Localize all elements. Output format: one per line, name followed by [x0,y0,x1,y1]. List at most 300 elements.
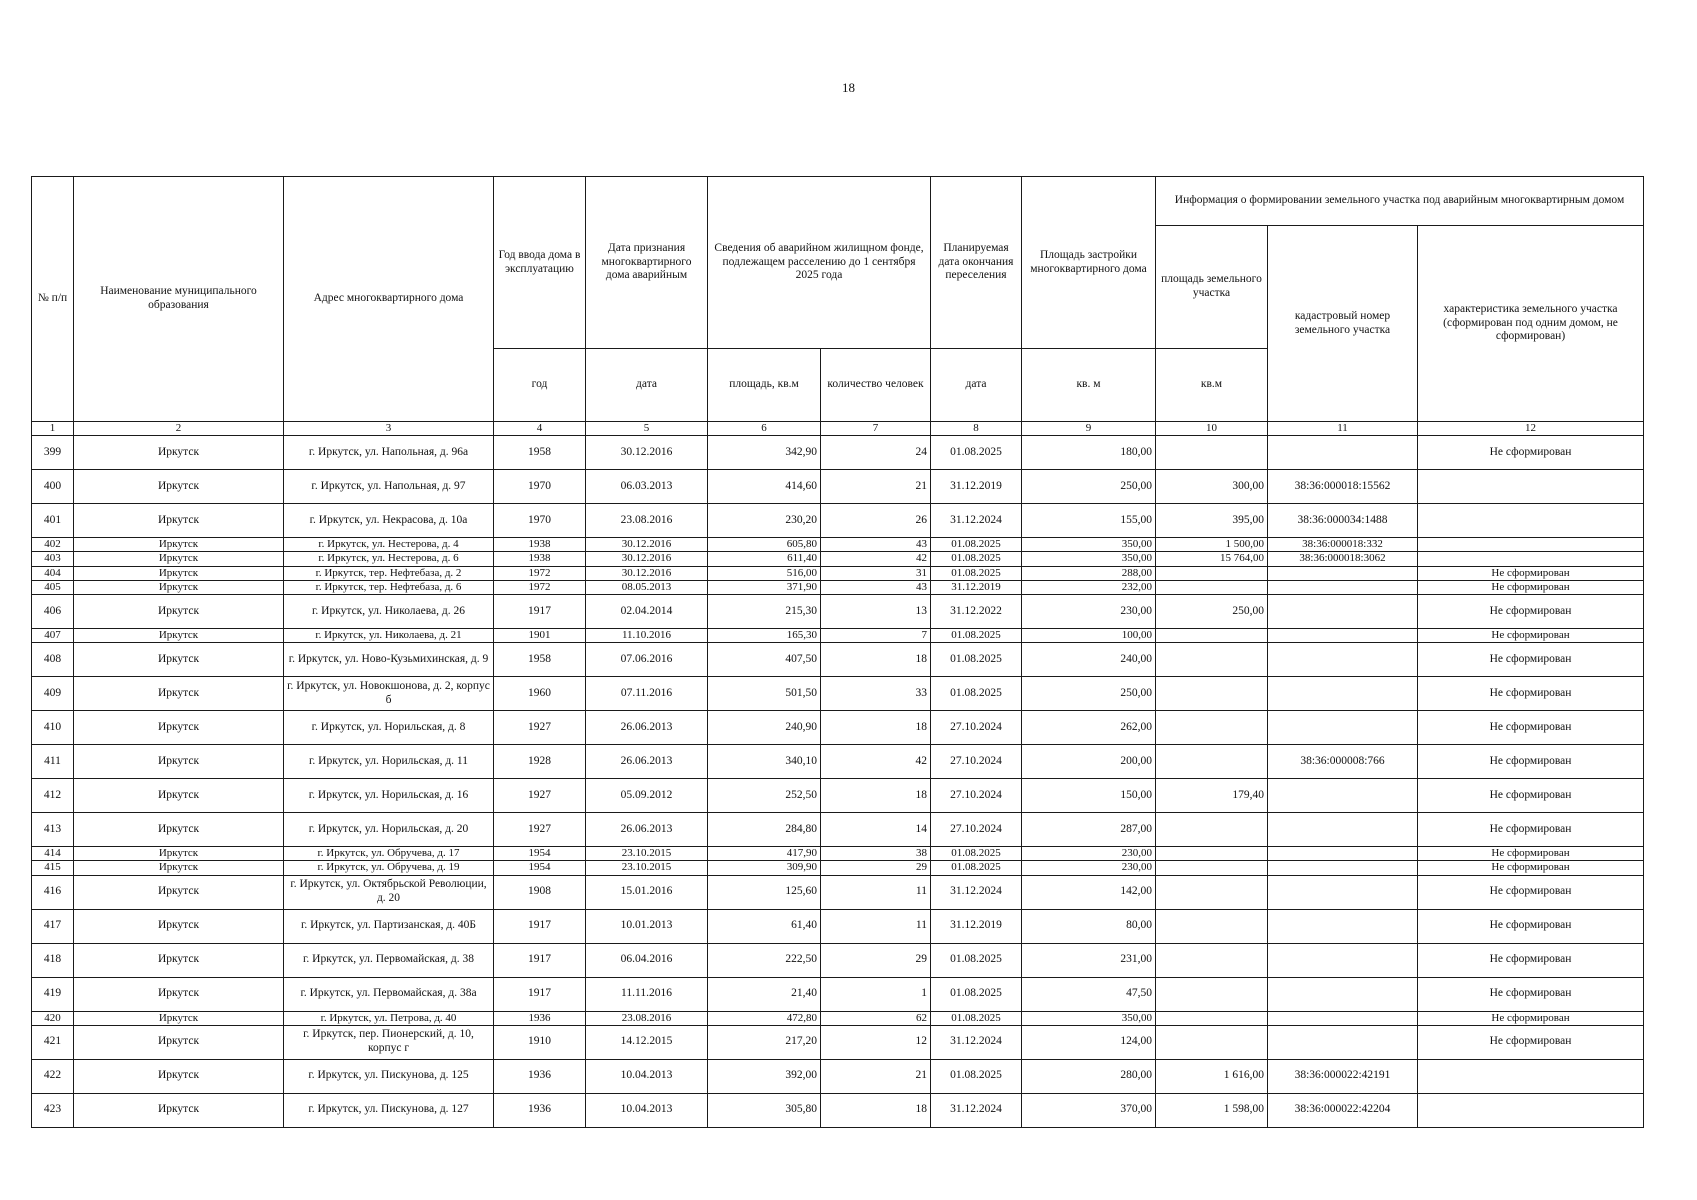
cadastral-cell [1268,1025,1418,1059]
date-recognized-cell: 30.12.2016 [586,566,708,580]
municipality-cell: Иркутск [74,504,284,538]
land-area-cell [1156,813,1268,847]
people-cell: 42 [821,745,931,779]
row-number: 418 [32,943,74,977]
land-area-cell: 15 764,00 [1156,552,1268,566]
table-row [32,943,1644,977]
people-cell: 18 [821,779,931,813]
row-number: 403 [32,552,74,566]
address-cell: г. Иркутск, ул. Октябрьской Революции, д. 20 [284,875,494,909]
date-recognized-cell: 26.06.2013 [586,745,708,779]
table-row [32,745,1644,779]
people-cell: 33 [821,677,931,711]
land-status-cell [1418,470,1644,504]
column-number: 5 [586,422,708,436]
land-area-cell [1156,1011,1268,1025]
area-cell: 61,40 [708,909,821,943]
people-cell: 13 [821,594,931,628]
municipality-cell: Иркутск [74,779,284,813]
building-area-cell: 350,00 [1022,538,1156,552]
cadastral-cell: 38:36:000034:1488 [1268,504,1418,538]
land-status-cell: Не сформирован [1418,677,1644,711]
header-land-area: площадь земельного участка [1156,226,1268,349]
year-cell: 1927 [494,813,586,847]
cadastral-cell: 38:36:000022:42191 [1268,1059,1418,1093]
area-cell: 605,80 [708,538,821,552]
table-row [32,538,1644,552]
row-number: 416 [32,875,74,909]
municipality-cell: Иркутск [74,1011,284,1025]
date-recognized-cell: 11.11.2016 [586,977,708,1011]
municipality-cell: Иркутск [74,1093,284,1127]
land-area-cell [1156,977,1268,1011]
land-status-cell: Не сформирован [1418,909,1644,943]
building-area-cell: 100,00 [1022,628,1156,642]
date-recognized-cell: 15.01.2016 [586,875,708,909]
row-number: 413 [32,813,74,847]
address-cell: г. Иркутск, тер. Нефтебаза, д. 2 [284,566,494,580]
land-status-cell: Не сформирован [1418,943,1644,977]
area-cell: 472,80 [708,1011,821,1025]
row-number: 405 [32,580,74,594]
cadastral-cell [1268,628,1418,642]
municipality-cell: Иркутск [74,643,284,677]
column-number: 11 [1268,422,1418,436]
cadastral-cell: 38:36:000018:332 [1268,538,1418,552]
planned-end-cell: 01.08.2025 [931,436,1022,470]
table-row [32,566,1644,580]
land-status-cell: Не сформирован [1418,779,1644,813]
area-cell: 309,90 [708,861,821,875]
area-cell: 407,50 [708,643,821,677]
date-recognized-cell: 08.05.2013 [586,580,708,594]
people-cell: 38 [821,847,931,861]
area-cell: 305,80 [708,1093,821,1127]
planned-end-cell: 27.10.2024 [931,779,1022,813]
year-cell: 1958 [494,436,586,470]
municipality-cell: Иркутск [74,552,284,566]
people-cell: 29 [821,943,931,977]
row-number: 420 [32,1011,74,1025]
table-row [32,847,1644,861]
row-number: 414 [32,847,74,861]
date-recognized-cell: 23.10.2015 [586,861,708,875]
date-recognized-cell: 26.06.2013 [586,711,708,745]
municipality-cell: Иркутск [74,594,284,628]
cadastral-cell [1268,711,1418,745]
planned-end-cell: 27.10.2024 [931,745,1022,779]
building-area-cell: 350,00 [1022,1011,1156,1025]
table-row [32,779,1644,813]
planned-end-cell: 01.08.2025 [931,538,1022,552]
building-area-cell: 180,00 [1022,436,1156,470]
building-area-cell: 124,00 [1022,1025,1156,1059]
land-status-cell: Не сформирован [1418,813,1644,847]
table-row [32,504,1644,538]
building-area-cell: 280,00 [1022,1059,1156,1093]
address-cell: г. Иркутск, ул. Партизанская, д. 40Б [284,909,494,943]
people-cell: 21 [821,1059,931,1093]
land-area-cell [1156,711,1268,745]
land-status-cell [1418,504,1644,538]
table-row [32,677,1644,711]
area-cell: 165,30 [708,628,821,642]
table-row [32,628,1644,642]
table-row [32,1025,1644,1059]
land-status-cell: Не сформирован [1418,745,1644,779]
planned-end-cell: 01.08.2025 [931,628,1022,642]
land-status-cell: Не сформирован [1418,580,1644,594]
column-number: 2 [74,422,284,436]
year-cell: 1954 [494,861,586,875]
area-cell: 21,40 [708,977,821,1011]
people-cell: 14 [821,813,931,847]
date-recognized-cell: 05.09.2012 [586,779,708,813]
year-cell: 1917 [494,909,586,943]
address-cell: г. Иркутск, ул. Николаева, д. 26 [284,594,494,628]
address-cell: г. Иркутск, ул. Норильская, д. 20 [284,813,494,847]
area-cell: 340,10 [708,745,821,779]
address-cell: г. Иркутск, ул. Пискунова, д. 125 [284,1059,494,1093]
date-recognized-cell: 02.04.2014 [586,594,708,628]
building-area-cell: 287,00 [1022,813,1156,847]
unit-people: количество человек [821,349,931,422]
area-cell: 252,50 [708,779,821,813]
year-cell: 1954 [494,847,586,861]
year-cell: 1970 [494,470,586,504]
address-cell: г. Иркутск, ул. Норильская, д. 11 [284,745,494,779]
people-cell: 43 [821,580,931,594]
area-cell: 417,90 [708,847,821,861]
address-cell: г. Иркутск, ул. Нестерова, д. 6 [284,552,494,566]
land-status-cell [1418,552,1644,566]
land-status-cell: Не сформирован [1418,847,1644,861]
table-row [32,861,1644,875]
table-row [32,875,1644,909]
unit-building-sqm: кв. м [1022,349,1156,422]
year-cell: 1908 [494,875,586,909]
header-fund-info: Сведения об аварийном жилищном фонде, подлежащем расселению до 1 сентября 2025 года [708,177,931,349]
date-recognized-cell: 10.04.2013 [586,1059,708,1093]
cadastral-cell [1268,909,1418,943]
cadastral-cell [1268,813,1418,847]
year-cell: 1972 [494,566,586,580]
column-number: 6 [708,422,821,436]
planned-end-cell: 01.08.2025 [931,977,1022,1011]
people-cell: 1 [821,977,931,1011]
land-area-cell: 1 500,00 [1156,538,1268,552]
column-number: 10 [1156,422,1268,436]
cadastral-cell [1268,847,1418,861]
header-municipality: Наименование муниципального образования [74,177,284,422]
land-status-cell: Не сформирован [1418,977,1644,1011]
header-year: Год ввода дома в эксплуатацию [494,177,586,349]
date-recognized-cell: 10.01.2013 [586,909,708,943]
unit-end-date: дата [931,349,1022,422]
column-number: 12 [1418,422,1644,436]
land-area-cell [1156,628,1268,642]
table-row [32,470,1644,504]
people-cell: 43 [821,538,931,552]
date-recognized-cell: 06.03.2013 [586,470,708,504]
land-status-cell: Не сформирован [1418,628,1644,642]
cadastral-cell [1268,580,1418,594]
planned-end-cell: 31.12.2024 [931,875,1022,909]
land-area-cell: 395,00 [1156,504,1268,538]
date-recognized-cell: 23.08.2016 [586,504,708,538]
header-num: № п/п [32,177,74,422]
table-row [32,643,1644,677]
address-cell: г. Иркутск, ул. Первомайская, д. 38 [284,943,494,977]
people-cell: 24 [821,436,931,470]
address-cell: г. Иркутск, ул. Обручева, д. 19 [284,861,494,875]
date-recognized-cell: 14.12.2015 [586,1025,708,1059]
date-recognized-cell: 23.08.2016 [586,1011,708,1025]
building-area-cell: 230,00 [1022,847,1156,861]
year-cell: 1970 [494,504,586,538]
planned-end-cell: 31.12.2024 [931,504,1022,538]
table-row [32,711,1644,745]
people-cell: 31 [821,566,931,580]
cadastral-cell: 38:36:000018:3062 [1268,552,1418,566]
cadastral-cell [1268,594,1418,628]
planned-end-cell: 31.12.2024 [931,1093,1022,1127]
year-cell: 1938 [494,538,586,552]
area-cell: 215,30 [708,594,821,628]
people-cell: 26 [821,504,931,538]
planned-end-cell: 01.08.2025 [931,1011,1022,1025]
year-cell: 1910 [494,1025,586,1059]
row-number: 421 [32,1025,74,1059]
area-cell: 342,90 [708,436,821,470]
people-cell: 21 [821,470,931,504]
planned-end-cell: 01.08.2025 [931,552,1022,566]
planned-end-cell: 01.08.2025 [931,566,1022,580]
date-recognized-cell: 10.04.2013 [586,1093,708,1127]
building-area-cell: 150,00 [1022,779,1156,813]
cadastral-cell [1268,436,1418,470]
row-number: 415 [32,861,74,875]
row-number: 399 [32,436,74,470]
date-recognized-cell: 23.10.2015 [586,847,708,861]
area-cell: 611,40 [708,552,821,566]
people-cell: 12 [821,1025,931,1059]
planned-end-cell: 31.12.2019 [931,580,1022,594]
cadastral-cell [1268,677,1418,711]
building-area-cell: 230,00 [1022,594,1156,628]
header-address: Адрес многоквартирного дома [284,177,494,422]
land-status-cell [1418,538,1644,552]
building-area-cell: 250,00 [1022,470,1156,504]
column-number: 8 [931,422,1022,436]
municipality-cell: Иркутск [74,711,284,745]
land-status-cell: Не сформирован [1418,436,1644,470]
year-cell: 1928 [494,745,586,779]
land-area-cell [1156,861,1268,875]
area-cell: 392,00 [708,1059,821,1093]
header-cadastral: кадастровый номер земельного участка [1268,226,1418,422]
unit-land-sqm: кв.м [1156,349,1268,422]
land-area-cell: 250,00 [1156,594,1268,628]
cadastral-cell [1268,977,1418,1011]
row-number: 406 [32,594,74,628]
land-area-cell: 1 616,00 [1156,1059,1268,1093]
row-number: 422 [32,1059,74,1093]
land-status-cell: Не сформирован [1418,711,1644,745]
building-area-cell: 370,00 [1022,1093,1156,1127]
planned-end-cell: 31.12.2019 [931,909,1022,943]
people-cell: 7 [821,628,931,642]
year-cell: 1936 [494,1093,586,1127]
building-area-cell: 232,00 [1022,580,1156,594]
unit-date: дата [586,349,708,422]
area-cell: 516,00 [708,566,821,580]
year-cell: 1960 [494,677,586,711]
cadastral-cell [1268,779,1418,813]
municipality-cell: Иркутск [74,847,284,861]
column-number: 1 [32,422,74,436]
unit-area: площадь, кв.м [708,349,821,422]
cadastral-cell [1268,566,1418,580]
table-row [32,580,1644,594]
cadastral-cell: 38:36:000018:15562 [1268,470,1418,504]
planned-end-cell: 01.08.2025 [931,643,1022,677]
row-number: 402 [32,538,74,552]
municipality-cell: Иркутск [74,538,284,552]
address-cell: г. Иркутск, ул. Нестерова, д. 4 [284,538,494,552]
table-row [32,1059,1644,1093]
land-status-cell: Не сформирован [1418,594,1644,628]
municipality-cell: Иркутск [74,628,284,642]
row-number: 401 [32,504,74,538]
table-row [32,813,1644,847]
year-cell: 1972 [494,580,586,594]
row-number: 419 [32,977,74,1011]
emergency-housing-table [31,176,1644,1128]
municipality-cell: Иркутск [74,745,284,779]
date-recognized-cell: 30.12.2016 [586,436,708,470]
municipality-cell: Иркутск [74,677,284,711]
address-cell: г. Иркутск, ул. Пискунова, д. 127 [284,1093,494,1127]
unit-year: год [494,349,586,422]
land-area-cell [1156,677,1268,711]
area-cell: 414,60 [708,470,821,504]
address-cell: г. Иркутск, ул. Напольная, д. 96а [284,436,494,470]
year-cell: 1936 [494,1011,586,1025]
date-recognized-cell: 06.04.2016 [586,943,708,977]
cadastral-cell [1268,1011,1418,1025]
date-recognized-cell: 11.10.2016 [586,628,708,642]
row-number: 407 [32,628,74,642]
planned-end-cell: 31.12.2024 [931,1025,1022,1059]
municipality-cell: Иркутск [74,436,284,470]
header-land-characteristic: характеристика земельного участка (сформирован под одним домом, не сформирован) [1418,226,1644,422]
land-area-cell [1156,875,1268,909]
planned-end-cell: 01.08.2025 [931,943,1022,977]
table-row [32,552,1644,566]
cadastral-cell: 38:36:000008:766 [1268,745,1418,779]
row-number: 400 [32,470,74,504]
area-cell: 240,90 [708,711,821,745]
land-area-cell [1156,580,1268,594]
column-number: 9 [1022,422,1156,436]
land-area-cell [1156,745,1268,779]
planned-end-cell: 27.10.2024 [931,711,1022,745]
people-cell: 18 [821,711,931,745]
people-cell: 18 [821,643,931,677]
row-number: 417 [32,909,74,943]
year-cell: 1917 [494,943,586,977]
column-number: 7 [821,422,931,436]
planned-end-cell: 01.08.2025 [931,861,1022,875]
header-planned-end: Планируемая дата окончания переселения [931,177,1022,349]
building-area-cell: 262,00 [1022,711,1156,745]
people-cell: 11 [821,909,931,943]
column-number-row [32,422,1644,436]
land-status-cell: Не сформирован [1418,861,1644,875]
area-cell: 371,90 [708,580,821,594]
municipality-cell: Иркутск [74,909,284,943]
building-area-cell: 142,00 [1022,875,1156,909]
people-cell: 11 [821,875,931,909]
building-area-cell: 200,00 [1022,745,1156,779]
planned-end-cell: 01.08.2025 [931,1059,1022,1093]
land-area-cell [1156,943,1268,977]
cadastral-cell [1268,861,1418,875]
building-area-cell: 47,50 [1022,977,1156,1011]
address-cell: г. Иркутск, ул. Первомайская, д. 38а [284,977,494,1011]
row-number: 411 [32,745,74,779]
cadastral-cell [1268,643,1418,677]
building-area-cell: 288,00 [1022,566,1156,580]
column-number: 4 [494,422,586,436]
header-land-info: Информация о формировании земельного участка под аварийным многоквартирным домом [1156,177,1644,226]
area-cell: 217,20 [708,1025,821,1059]
planned-end-cell: 27.10.2024 [931,813,1022,847]
land-area-cell [1156,436,1268,470]
year-cell: 1927 [494,779,586,813]
address-cell: г. Иркутск, ул. Норильская, д. 16 [284,779,494,813]
date-recognized-cell: 07.11.2016 [586,677,708,711]
row-number: 408 [32,643,74,677]
area-cell: 501,50 [708,677,821,711]
building-area-cell: 350,00 [1022,552,1156,566]
land-status-cell [1418,1093,1644,1127]
land-area-cell: 300,00 [1156,470,1268,504]
row-number: 404 [32,566,74,580]
address-cell: г. Иркутск, пер. Пионерский, д. 10, корпус г [284,1025,494,1059]
address-cell: г. Иркутск, ул. Ново-Кузьмихинская, д. 9 [284,643,494,677]
building-area-cell: 80,00 [1022,909,1156,943]
address-cell: г. Иркутск, тер. Нефтебаза, д. 6 [284,580,494,594]
header-date-recognized: Дата признания многоквартирного дома аварийным [586,177,708,349]
table-row [32,977,1644,1011]
land-area-cell [1156,909,1268,943]
date-recognized-cell: 26.06.2013 [586,813,708,847]
table-row [32,436,1644,470]
address-cell: г. Иркутск, ул. Напольная, д. 97 [284,470,494,504]
year-cell: 1901 [494,628,586,642]
people-cell: 29 [821,861,931,875]
cadastral-cell [1268,943,1418,977]
address-cell: г. Иркутск, ул. Некрасова, д. 10а [284,504,494,538]
planned-end-cell: 31.12.2022 [931,594,1022,628]
year-cell: 1938 [494,552,586,566]
land-status-cell: Не сформирован [1418,643,1644,677]
year-cell: 1917 [494,977,586,1011]
land-status-cell: Не сформирован [1418,566,1644,580]
table-row [32,1011,1644,1025]
